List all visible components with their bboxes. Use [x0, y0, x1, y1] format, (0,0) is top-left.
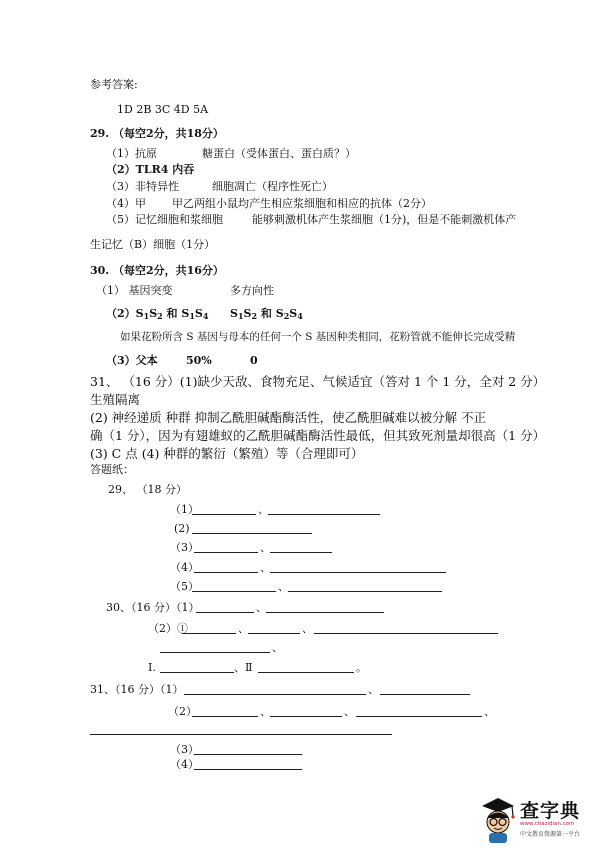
- separator: 、: [238, 622, 249, 635]
- sheet-q31-part4: （4）: [170, 758, 199, 771]
- separator: 、: [256, 601, 267, 614]
- answer-blank[interactable]: [270, 572, 446, 573]
- mascot-icon: [478, 794, 518, 844]
- q29-line4-a: （4）甲: [106, 197, 146, 210]
- q31-line1: 31、 （16 分）(1)缺少天敌、食物充足、气候适宜（答对 1 个 1 分，全对 2 分）: [90, 374, 546, 389]
- subscript: 2: [157, 311, 163, 321]
- q31-line4: 确（1 分），因为有翅雄蚁的乙酰胆碱酯酶活性最低，但其致死剂量却很高（1 分）: [90, 428, 546, 443]
- q30-line2-prefix: （2）: [106, 307, 136, 320]
- answer-blank[interactable]: [182, 633, 236, 634]
- subscript: 1: [143, 311, 150, 321]
- q30-line4-a: （3）父本: [106, 354, 158, 367]
- subscript: 1: [237, 311, 244, 321]
- q29-line2-a: （2）TLR4 内吞: [106, 163, 195, 176]
- q31-line5: (3) C 点 (4) 种群的繁衍（繁殖）等（合理即可）: [90, 446, 364, 461]
- s-gene: S: [149, 307, 158, 320]
- sheet-q30-I: Ⅰ.: [148, 661, 156, 674]
- sheet-q29-item1: （1）: [170, 503, 199, 516]
- s-gene: S: [135, 307, 144, 320]
- answer-blank[interactable]: [194, 552, 258, 553]
- answer-blank[interactable]: [194, 769, 302, 770]
- s-gene: S: [275, 307, 284, 320]
- q30-line2: [106, 307, 208, 323]
- separator: 、: [344, 705, 355, 718]
- q30-line4-b: 50%: [186, 354, 212, 367]
- s-gene: S: [181, 307, 190, 320]
- subscript: 4: [202, 311, 209, 321]
- logo-url: www.chazidian.com: [520, 821, 575, 827]
- answer-blank[interactable]: [196, 612, 254, 613]
- q29-line3-a: （3）非特异性: [106, 180, 179, 193]
- answer-blank[interactable]: [184, 694, 366, 695]
- separator: 、: [260, 541, 271, 554]
- subscript: 4: [297, 311, 303, 321]
- answer-blank[interactable]: [192, 591, 276, 592]
- separator: 、: [272, 641, 283, 654]
- s-gene: S: [289, 307, 298, 320]
- subscript: 2: [251, 311, 258, 321]
- answer-blank[interactable]: [270, 552, 332, 553]
- mc-answers: 1D 2B 3C 4D 5A: [117, 103, 209, 116]
- sheet-q29-item5: （5）: [170, 580, 199, 593]
- answer-blank[interactable]: [270, 716, 342, 717]
- sheet-q31-part2: （2）: [168, 705, 197, 718]
- answer-blank[interactable]: [248, 633, 300, 634]
- chazidian-logo: [478, 792, 598, 846]
- answer-blank[interactable]: [268, 514, 380, 515]
- sheet-q30-II: 、Ⅱ: [234, 661, 253, 674]
- answer-blank[interactable]: [288, 591, 442, 592]
- q29-continuation: 生记忆（B）细胞（1分）: [90, 238, 216, 251]
- s-gene: S: [243, 307, 252, 320]
- answer-sheet-title: 答题纸：: [90, 463, 134, 476]
- q29-line5-a: （5）记忆细胞和浆细胞: [106, 213, 223, 226]
- answer-blank[interactable]: [192, 533, 312, 534]
- answer-blank[interactable]: [380, 694, 470, 695]
- answer-blank[interactable]: [194, 572, 258, 573]
- answer-blank[interactable]: [192, 514, 256, 515]
- subscript: 1: [189, 311, 195, 321]
- subscript: 2: [283, 311, 290, 321]
- logo-name: 查字典: [520, 800, 581, 822]
- answer-blank[interactable]: [160, 652, 270, 653]
- q30-line3: 如果花粉所含 S 基因与母本的任何一个 S 基因种类相同，花粉管就不能伸长完成受精: [120, 331, 516, 343]
- separator: 、: [260, 705, 271, 718]
- answer-blank[interactable]: [90, 734, 392, 735]
- answer-blank[interactable]: [194, 754, 302, 755]
- q30-line4-c: 0: [250, 354, 258, 367]
- sheet-q29-item4: （4）: [170, 561, 199, 574]
- q29-line1-a: （1）抗原: [106, 147, 157, 160]
- separator: 、: [258, 503, 269, 516]
- answer-blank[interactable]: [258, 672, 354, 673]
- q30-line2-b: [230, 307, 303, 323]
- separator: 、: [260, 561, 271, 574]
- q29-line1-b: 糖蛋白（受体蛋白、蛋白质？）: [202, 147, 356, 160]
- logo-slogan: 中文教育资源第一平台: [520, 831, 581, 838]
- connector: 和: [162, 307, 182, 320]
- q30-line1-a: （1） 基因突变: [96, 284, 173, 297]
- sheet-q29-label: 29、 （18 分）: [108, 483, 187, 496]
- q29-line5-b: 能够刺激机体产生浆细胞（1分)，但是不能刺激机体产: [252, 213, 517, 226]
- answer-blank[interactable]: [266, 612, 384, 613]
- period: 。: [356, 661, 367, 674]
- sheet-q31-part3: （3）: [170, 743, 199, 756]
- s-gene: S: [194, 307, 203, 320]
- separator: 、: [302, 622, 313, 635]
- sheet-q29-item2: (2): [174, 522, 190, 535]
- q29-line4-b: 甲乙两组小鼠均产生相应浆细胞和相应的抗体（2分）: [172, 197, 432, 210]
- q29-header: 29. （每空2分，共18分）: [90, 127, 224, 140]
- separator: 、: [278, 580, 289, 593]
- q29-line3-b: 细胞凋亡（程序性死亡）: [212, 180, 333, 193]
- separator: 、: [484, 705, 495, 718]
- separator: 、: [368, 683, 379, 696]
- s-gene: S: [230, 307, 238, 320]
- q30-header: 30. （每空2分，共16分）: [90, 264, 224, 277]
- reference-title: 参考答案:: [90, 78, 138, 91]
- sheet-q30-part2: （2）①: [148, 622, 188, 635]
- answer-blank[interactable]: [160, 672, 234, 673]
- sheet-q31-label: 31、（16 分）（1）: [90, 683, 184, 696]
- answer-blank[interactable]: [314, 633, 498, 634]
- connector: 和: [257, 307, 276, 320]
- q31-line2: 生殖隔离: [90, 392, 141, 407]
- sheet-q30-label: 30、（16 分）（1）: [106, 601, 200, 614]
- sheet-q29-item3: （3）: [170, 541, 199, 554]
- answer-blank[interactable]: [356, 716, 482, 717]
- q30-line1-b: 多方向性: [230, 284, 274, 297]
- q31-line3: (2) 神经递质 种群 抑制乙酰胆碱酯酶活性，使乙酰胆碱难以被分解 不正: [90, 410, 487, 425]
- answer-blank[interactable]: [192, 716, 258, 717]
